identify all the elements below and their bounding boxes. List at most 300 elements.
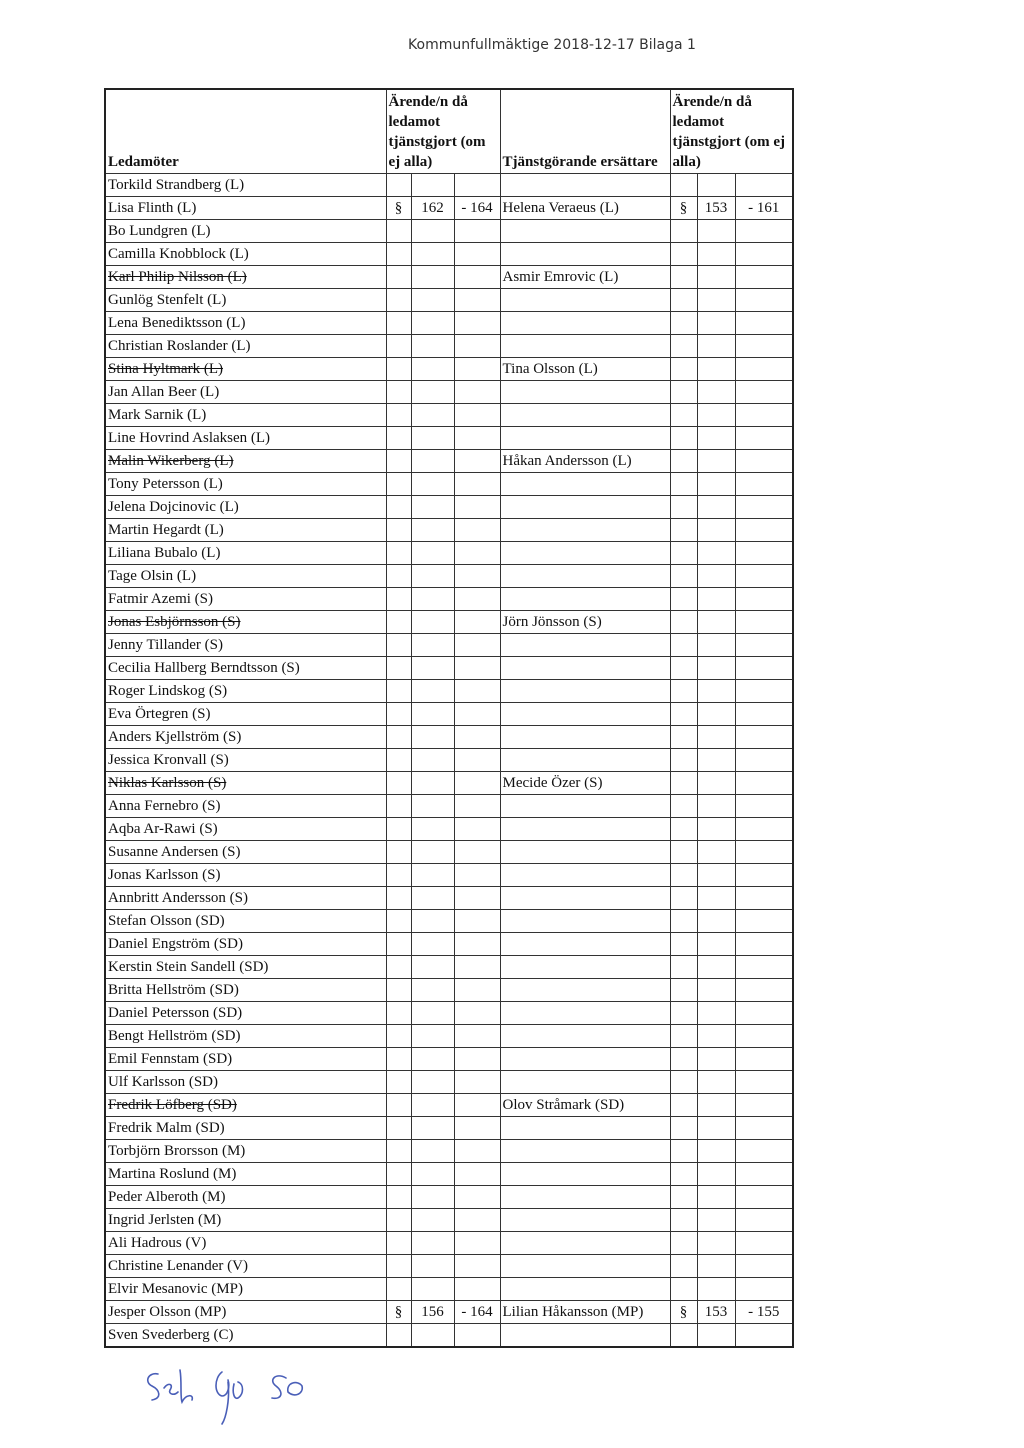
substitute-section-sign-cell	[670, 565, 697, 588]
member-name-cell: Liliana Bubalo (L)	[105, 542, 386, 565]
section-from-cell	[411, 427, 454, 450]
substitute-section-sign-cell	[670, 1002, 697, 1025]
substitute-name-cell	[500, 1186, 670, 1209]
section-sign-cell	[386, 519, 411, 542]
substitute-section-sign-cell	[670, 427, 697, 450]
table-row	[105, 1255, 793, 1278]
section-from-cell: 156	[411, 1301, 454, 1324]
substitute-name-cell	[500, 726, 670, 749]
section-sign-cell: §	[386, 1301, 411, 1324]
section-from-cell	[411, 312, 454, 335]
substitute-section-from-cell	[697, 979, 735, 1002]
substitute-name-cell	[500, 220, 670, 243]
substitute-section-to-cell	[735, 933, 793, 956]
section-sign-cell	[386, 956, 411, 979]
substitute-section-sign-cell	[670, 1232, 697, 1255]
section-to-cell: - 164	[454, 197, 500, 220]
member-name-cell: Ingrid Jerlsten (M)	[105, 1209, 386, 1232]
substitute-section-sign-cell	[670, 1278, 697, 1301]
member-name-cell: Karl Philip Nilsson (L)	[105, 266, 386, 289]
substitute-section-from-cell	[697, 335, 735, 358]
section-sign-cell	[386, 772, 411, 795]
substitute-section-to-cell	[735, 910, 793, 933]
section-from-cell	[411, 243, 454, 266]
substitute-section-to-cell	[735, 634, 793, 657]
member-name-cell: Eva Örtegren (S)	[105, 703, 386, 726]
substitute-name-cell	[500, 864, 670, 887]
table-row	[105, 1094, 793, 1117]
section-from-cell	[411, 496, 454, 519]
section-sign-cell	[386, 726, 411, 749]
section-to-cell	[454, 818, 500, 841]
substitute-section-to-cell	[735, 450, 793, 473]
section-sign-cell	[386, 1117, 411, 1140]
substitute-section-to-cell	[735, 1140, 793, 1163]
section-sign-cell	[386, 1255, 411, 1278]
substitute-section-sign-cell	[670, 450, 697, 473]
member-name-cell: Aqba Ar-Rawi (S)	[105, 818, 386, 841]
section-to-cell	[454, 289, 500, 312]
substitute-section-to-cell	[735, 404, 793, 427]
substitute-section-sign-cell	[670, 611, 697, 634]
section-sign-cell	[386, 266, 411, 289]
section-to-cell	[454, 841, 500, 864]
section-from-cell	[411, 473, 454, 496]
member-name-cell: Emil Fennstam (SD)	[105, 1048, 386, 1071]
table-row	[105, 450, 793, 473]
member-name-cell: Susanne Andersen (S)	[105, 841, 386, 864]
substitute-section-to-cell	[735, 519, 793, 542]
substitute-section-sign-cell	[670, 910, 697, 933]
section-sign-cell	[386, 887, 411, 910]
substitute-name-cell	[500, 1071, 670, 1094]
section-from-cell	[411, 542, 454, 565]
section-sign-cell	[386, 565, 411, 588]
substitute-section-to-cell	[735, 979, 793, 1002]
substitute-name-cell	[500, 933, 670, 956]
section-from-cell	[411, 1255, 454, 1278]
section-to-cell	[454, 1117, 500, 1140]
table-row	[105, 864, 793, 887]
table-row	[105, 1232, 793, 1255]
section-to-cell	[454, 1002, 500, 1025]
section-from-cell	[411, 335, 454, 358]
section-sign-cell	[386, 1163, 411, 1186]
substitute-section-from-cell	[697, 358, 735, 381]
table-row	[105, 1301, 793, 1324]
member-name-cell: Jonas Karlsson (S)	[105, 864, 386, 887]
member-name-cell: Fredrik Malm (SD)	[105, 1117, 386, 1140]
header-row	[105, 89, 793, 174]
substitute-section-from-cell	[697, 427, 735, 450]
section-from-cell	[411, 220, 454, 243]
section-sign-cell	[386, 818, 411, 841]
section-from-cell	[411, 772, 454, 795]
substitute-section-to-cell	[735, 1002, 793, 1025]
substitute-section-from-cell	[697, 450, 735, 473]
member-name-cell: Kerstin Stein Sandell (SD)	[105, 956, 386, 979]
section-from-cell	[411, 611, 454, 634]
member-name-cell: Christian Roslander (L)	[105, 335, 386, 358]
section-sign-cell	[386, 1048, 411, 1071]
substitute-section-to-cell	[735, 703, 793, 726]
substitute-name-cell	[500, 703, 670, 726]
substitute-name-cell	[500, 542, 670, 565]
substitute-section-from-cell	[697, 956, 735, 979]
section-sign-cell	[386, 1232, 411, 1255]
section-from-cell	[411, 726, 454, 749]
substitute-name-cell	[500, 404, 670, 427]
substitute-name-cell	[500, 473, 670, 496]
substitute-name-cell	[500, 1232, 670, 1255]
section-sign-cell: §	[386, 197, 411, 220]
section-from-cell	[411, 657, 454, 680]
substitute-section-from-cell	[697, 473, 735, 496]
substitute-section-sign-cell	[670, 749, 697, 772]
member-name-cell: Torbjörn Brorsson (M)	[105, 1140, 386, 1163]
section-to-cell	[454, 519, 500, 542]
substitute-section-to-cell	[735, 565, 793, 588]
section-from-cell	[411, 703, 454, 726]
member-name-cell: Stefan Olsson (SD)	[105, 910, 386, 933]
substitute-section-to-cell	[735, 289, 793, 312]
substitute-section-to-cell	[735, 1324, 793, 1348]
member-name-cell: Martina Roslund (M)	[105, 1163, 386, 1186]
substitute-section-from-cell	[697, 887, 735, 910]
section-to-cell	[454, 611, 500, 634]
substitute-name-cell: Lilian Håkansson (MP)	[500, 1301, 670, 1324]
substitute-section-sign-cell	[670, 1255, 697, 1278]
section-from-cell	[411, 404, 454, 427]
section-sign-cell	[386, 910, 411, 933]
section-from-cell	[411, 289, 454, 312]
substitute-section-to-cell	[735, 1094, 793, 1117]
column-header-arende-ersattare: Ärende/n då ledamot tjänstgjort (om ej alla)	[670, 89, 793, 174]
substitute-section-sign-cell	[670, 381, 697, 404]
section-to-cell: - 164	[454, 1301, 500, 1324]
member-name-cell: Malin Wikerberg (L)	[105, 450, 386, 473]
substitute-section-from-cell	[697, 703, 735, 726]
substitute-section-from-cell	[697, 1186, 735, 1209]
substitute-section-from-cell	[697, 841, 735, 864]
table-row	[105, 1186, 793, 1209]
member-name-cell: Bo Lundgren (L)	[105, 220, 386, 243]
substitute-name-cell: Helena Veraeus (L)	[500, 197, 670, 220]
substitute-section-sign-cell	[670, 1140, 697, 1163]
section-sign-cell	[386, 1025, 411, 1048]
substitute-section-from-cell	[697, 496, 735, 519]
substitute-name-cell	[500, 1163, 670, 1186]
table-row	[105, 772, 793, 795]
section-from-cell	[411, 634, 454, 657]
member-name-cell: Roger Lindskog (S)	[105, 680, 386, 703]
table-row	[105, 335, 793, 358]
substitute-section-from-cell	[697, 519, 735, 542]
section-from-cell	[411, 979, 454, 1002]
substitute-name-cell	[500, 1255, 670, 1278]
table-row	[105, 1324, 793, 1348]
section-from-cell	[411, 818, 454, 841]
substitute-section-from-cell	[697, 933, 735, 956]
substitute-section-to-cell	[735, 1255, 793, 1278]
table-row	[105, 588, 793, 611]
section-from-cell	[411, 519, 454, 542]
section-from-cell	[411, 381, 454, 404]
section-to-cell	[454, 1094, 500, 1117]
member-name-cell: Peder Alberoth (M)	[105, 1186, 386, 1209]
substitute-section-from-cell	[697, 611, 735, 634]
table-row	[105, 726, 793, 749]
section-to-cell	[454, 1209, 500, 1232]
section-from-cell	[411, 841, 454, 864]
substitute-section-from-cell	[697, 1071, 735, 1094]
section-from-cell	[411, 1094, 454, 1117]
substitute-section-sign-cell	[670, 266, 697, 289]
table-row	[105, 1071, 793, 1094]
section-to-cell	[454, 933, 500, 956]
section-from-cell	[411, 680, 454, 703]
substitute-name-cell: Jörn Jönsson (S)	[500, 611, 670, 634]
substitute-section-sign-cell	[670, 726, 697, 749]
substitute-section-from-cell	[697, 818, 735, 841]
substitute-section-sign-cell	[670, 795, 697, 818]
section-to-cell	[454, 979, 500, 1002]
member-name-cell: Cecilia Hallberg Berndtsson (S)	[105, 657, 386, 680]
table-row	[105, 933, 793, 956]
substitute-name-cell	[500, 634, 670, 657]
table-row	[105, 1048, 793, 1071]
section-sign-cell	[386, 404, 411, 427]
substitute-section-to-cell: - 155	[735, 1301, 793, 1324]
section-sign-cell	[386, 358, 411, 381]
member-name-cell: Christine Lenander (V)	[105, 1255, 386, 1278]
substitute-section-sign-cell	[670, 358, 697, 381]
section-to-cell	[454, 772, 500, 795]
section-to-cell	[454, 243, 500, 266]
substitute-name-cell	[500, 657, 670, 680]
substitute-section-to-cell	[735, 1209, 793, 1232]
table-row	[105, 634, 793, 657]
substitute-section-sign-cell	[670, 519, 697, 542]
substitute-section-to-cell	[735, 496, 793, 519]
substitute-section-sign-cell	[670, 1209, 697, 1232]
substitute-section-from-cell	[697, 910, 735, 933]
substitute-section-from-cell	[697, 565, 735, 588]
section-to-cell	[454, 496, 500, 519]
section-from-cell	[411, 1324, 454, 1348]
substitute-section-to-cell	[735, 841, 793, 864]
substitute-section-from-cell	[697, 174, 735, 197]
section-to-cell	[454, 910, 500, 933]
substitute-section-to-cell	[735, 473, 793, 496]
substitute-section-to-cell	[735, 542, 793, 565]
section-from-cell	[411, 910, 454, 933]
section-from-cell	[411, 1117, 454, 1140]
section-sign-cell	[386, 611, 411, 634]
member-name-cell: Tage Olsin (L)	[105, 565, 386, 588]
substitute-section-sign-cell	[670, 174, 697, 197]
substitute-name-cell	[500, 335, 670, 358]
substitute-section-sign-cell	[670, 1186, 697, 1209]
table-row	[105, 197, 793, 220]
substitute-section-to-cell	[735, 1278, 793, 1301]
section-to-cell	[454, 680, 500, 703]
table-row	[105, 266, 793, 289]
member-name-cell: Daniel Engström (SD)	[105, 933, 386, 956]
section-sign-cell	[386, 1140, 411, 1163]
substitute-section-from-cell	[697, 657, 735, 680]
member-name-cell: Annbritt Andersson (S)	[105, 887, 386, 910]
member-name-cell: Jenny Tillander (S)	[105, 634, 386, 657]
substitute-section-to-cell	[735, 427, 793, 450]
substitute-section-sign-cell	[670, 588, 697, 611]
column-header-ledamoter: Ledamöter	[105, 89, 386, 174]
table-row	[105, 1025, 793, 1048]
section-sign-cell	[386, 657, 411, 680]
substitute-section-to-cell	[735, 1186, 793, 1209]
section-to-cell	[454, 726, 500, 749]
member-name-cell: Fatmir Azemi (S)	[105, 588, 386, 611]
section-sign-cell	[386, 1094, 411, 1117]
section-sign-cell	[386, 841, 411, 864]
table-row	[105, 404, 793, 427]
section-sign-cell	[386, 220, 411, 243]
table-row	[105, 519, 793, 542]
section-from-cell	[411, 933, 454, 956]
section-from-cell	[411, 1278, 454, 1301]
substitute-name-cell	[500, 841, 670, 864]
section-to-cell	[454, 266, 500, 289]
substitute-name-cell	[500, 795, 670, 818]
substitute-section-to-cell	[735, 1117, 793, 1140]
substitute-name-cell	[500, 680, 670, 703]
member-name-cell: Daniel Petersson (SD)	[105, 1002, 386, 1025]
section-sign-cell	[386, 243, 411, 266]
section-from-cell	[411, 450, 454, 473]
table-row	[105, 818, 793, 841]
substitute-section-sign-cell	[670, 220, 697, 243]
substitute-name-cell	[500, 519, 670, 542]
member-name-cell: Gunlög Stenfelt (L)	[105, 289, 386, 312]
substitute-section-sign-cell	[670, 680, 697, 703]
table-row	[105, 174, 793, 197]
substitute-section-from-cell	[697, 1117, 735, 1140]
table-row	[105, 611, 793, 634]
substitute-section-to-cell	[735, 1163, 793, 1186]
section-to-cell	[454, 634, 500, 657]
substitute-section-sign-cell	[670, 956, 697, 979]
table-row	[105, 795, 793, 818]
substitute-section-to-cell	[735, 680, 793, 703]
member-name-cell: Jonas Esbjörnsson (S)	[105, 611, 386, 634]
substitute-section-to-cell	[735, 749, 793, 772]
section-to-cell	[454, 450, 500, 473]
member-name-cell: Anna Fernebro (S)	[105, 795, 386, 818]
section-to-cell	[454, 1255, 500, 1278]
substitute-section-sign-cell	[670, 841, 697, 864]
substitute-section-from-cell	[697, 289, 735, 312]
substitute-name-cell: Tina Olsson (L)	[500, 358, 670, 381]
substitute-name-cell	[500, 1209, 670, 1232]
section-sign-cell	[386, 473, 411, 496]
substitute-section-sign-cell	[670, 1094, 697, 1117]
section-sign-cell	[386, 703, 411, 726]
section-sign-cell	[386, 289, 411, 312]
section-from-cell	[411, 1025, 454, 1048]
substitute-name-cell	[500, 565, 670, 588]
substitute-section-sign-cell	[670, 979, 697, 1002]
substitute-section-sign-cell	[670, 289, 697, 312]
section-to-cell	[454, 887, 500, 910]
section-sign-cell	[386, 381, 411, 404]
substitute-name-cell	[500, 887, 670, 910]
substitute-section-from-cell	[697, 1140, 735, 1163]
substitute-section-to-cell	[735, 956, 793, 979]
section-to-cell	[454, 1071, 500, 1094]
substitute-name-cell	[500, 749, 670, 772]
section-from-cell	[411, 1002, 454, 1025]
section-to-cell	[454, 749, 500, 772]
substitute-section-to-cell	[735, 174, 793, 197]
section-sign-cell	[386, 979, 411, 1002]
substitute-name-cell: Håkan Andersson (L)	[500, 450, 670, 473]
handwritten-initials	[138, 1352, 318, 1432]
section-sign-cell	[386, 588, 411, 611]
section-to-cell	[454, 174, 500, 197]
substitute-section-from-cell	[697, 1163, 735, 1186]
section-sign-cell	[386, 1324, 411, 1348]
section-to-cell	[454, 1186, 500, 1209]
substitute-section-to-cell	[735, 795, 793, 818]
substitute-section-to-cell	[735, 1071, 793, 1094]
substitute-section-to-cell	[735, 1025, 793, 1048]
substitute-section-sign-cell	[670, 1163, 697, 1186]
substitute-section-to-cell: - 161	[735, 197, 793, 220]
substitute-section-sign-cell	[670, 657, 697, 680]
substitute-section-from-cell	[697, 381, 735, 404]
section-from-cell	[411, 588, 454, 611]
section-from-cell	[411, 887, 454, 910]
member-name-cell: Lena Benediktsson (L)	[105, 312, 386, 335]
member-name-cell: Lisa Flinth (L)	[105, 197, 386, 220]
substitute-name-cell	[500, 174, 670, 197]
member-name-cell: Fredrik Löfberg (SD)	[105, 1094, 386, 1117]
section-to-cell	[454, 427, 500, 450]
substitute-section-sign-cell	[670, 864, 697, 887]
section-from-cell	[411, 1209, 454, 1232]
table-row	[105, 312, 793, 335]
substitute-section-sign-cell	[670, 1048, 697, 1071]
substitute-section-to-cell	[735, 1232, 793, 1255]
substitute-section-from-cell	[697, 864, 735, 887]
section-to-cell	[454, 1278, 500, 1301]
member-name-cell: Jan Allan Beer (L)	[105, 381, 386, 404]
section-from-cell	[411, 565, 454, 588]
section-from-cell	[411, 174, 454, 197]
substitute-name-cell	[500, 1025, 670, 1048]
table-row	[105, 979, 793, 1002]
section-sign-cell	[386, 496, 411, 519]
document-title: Kommunfullmäktige 2018-12-17 Bilaga 1	[408, 37, 696, 53]
table-row	[105, 956, 793, 979]
substitute-name-cell	[500, 818, 670, 841]
table-row	[105, 289, 793, 312]
substitute-section-to-cell	[735, 312, 793, 335]
member-name-cell: Ulf Karlsson (SD)	[105, 1071, 386, 1094]
member-name-cell: Stina Hyltmark (L)	[105, 358, 386, 381]
section-to-cell	[454, 312, 500, 335]
substitute-section-to-cell	[735, 818, 793, 841]
